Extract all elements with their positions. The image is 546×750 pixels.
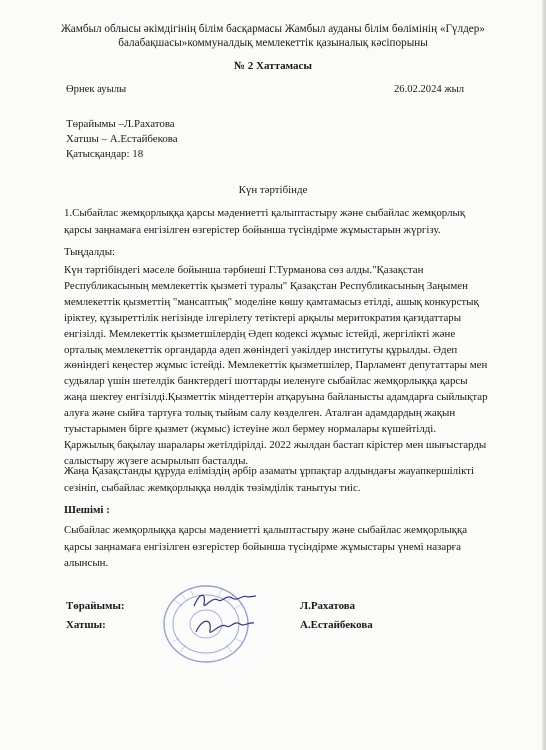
place: Өрнек ауылы [66, 84, 127, 95]
chair-signature [190, 588, 260, 614]
date: 26.02.2024 жыл [394, 84, 465, 95]
org-header-line2: балабақшасы»коммуналдық мемлекеттік қазыналық кәсіпорыны [118, 37, 428, 49]
listened-line: алуға және сыйға тартуға толық тыйым салу көзделген. Аталған адамдардың жақын [64, 407, 456, 420]
page-edge [542, 0, 546, 750]
chair-signature-label: Төрайымы: [66, 600, 125, 612]
listened-line: Республикасының мемлекеттік қызметі туралы" Қазақстан Республикасының Заңымен [64, 279, 468, 292]
listened-heading: Тыңдалды: [64, 246, 116, 258]
secretary-signature-label: Хатшы: [66, 619, 106, 631]
agenda-line: 1.Сыбайлас жемқорлыққа қарсы мәдениетті қалыптастыру және сыбайлас жемқорлық [64, 207, 466, 219]
listened-line: судьялар үшін шетелдік банктердегі шоттарды иеленуге сыбайлас жемқорлыққа қарсы [64, 375, 468, 388]
document-title: № 2 Хаттамасы [233, 60, 313, 72]
secretary-signature-name: А.Естайбекова [300, 619, 373, 631]
listened-line: Күн тәртібіндегі мәселе бойынша тәрбиеші Г.Турманова сөз алды."Қазақстан [64, 264, 424, 276]
secretary-line: Хатшы – А.Естайбекова [66, 133, 178, 145]
decision-line: алынсын. [64, 557, 109, 569]
chair-line: Төрайымы –Л.Рахатова [66, 118, 175, 130]
listened-line: мемлекеттік қызметтің "мансаптық" моделіне көшу қамтамасыз етілді, ашық конкурстық [64, 295, 479, 308]
listened-line: туыстарымен бірге қызмет (жұмыс) істеуіне жол бермеу нормалары күшейтілді. [64, 423, 437, 436]
listened-line: жөніндегі кеңестер жұмыс істейді. Мемлекеттік қызметшілер, Парламент депутаттары мен [64, 359, 488, 372]
listened-line: орталық мемлекеттік органдарда әдеп жөніндегі уәкілдер институты құрылды. Әдеп [64, 343, 458, 356]
listened-line: Қаржылық бақылау шаралары жетілдірілді. 2022 жылдан бастап кірістер мен шығыстарды [64, 438, 487, 451]
conclusion-line: Жаңа Қазақстанды құруда еліміздің әрбір азаматы ұрпақтар алдындағы жауапкершілікті [64, 465, 475, 477]
listened-line: жаңа шектеу енгізілді.Қызметтік міндеттерін атқаруына байланысты адамдарға сыйлықтар [64, 391, 488, 404]
listened-text [64, 263, 488, 470]
conclusion-text [64, 463, 484, 496]
decision-line: қарсы заңнамаға енгізілген өзгерістер бойынша түсіндірме жұмыстары үнемі назарға [64, 540, 461, 553]
org-header-line1: Жамбыл облысы әкімдігінің білім басқармасы Жамбыл ауданы білім бөлімінің «Гүлдер» [61, 23, 485, 35]
agenda-line: қарсы заңнамаға енгізілген өзгерістер бойынша түсіндірме жұмыстарын жүргізу. [64, 223, 441, 236]
secretary-signature [190, 612, 260, 642]
decision-text [64, 522, 484, 572]
decision-line: Сыбайлас жемқорлыққа қарсы мәдениетті қалыптастыру және сыбайлас жемқорлыққа [64, 524, 468, 536]
listened-line: енгізілді. Мемлекеттік қызметшілердің Әдеп кодексі жұмыс істейді, жергілікті және [64, 327, 456, 340]
attendees-line: Қатысқандар: 18 [66, 148, 144, 160]
listened-line: салыстыру жүзеге асырылып басталды. [64, 454, 249, 467]
chair-signature-name: Л.Рахатова [300, 600, 356, 612]
agenda-text [64, 205, 484, 238]
conclusion-line: сезініп, сыбайлас жемқорлыққа нөлдік төзімділік танытуы тиіс. [64, 481, 361, 494]
listened-line: іріктеу, құзыреттілік негізінде ілгерілету тетіктері арқылы меритократия қағидаттары [64, 311, 462, 324]
agenda-heading: Күн тәртібінде [238, 184, 308, 196]
decision-heading: Шешімі : [64, 504, 110, 516]
